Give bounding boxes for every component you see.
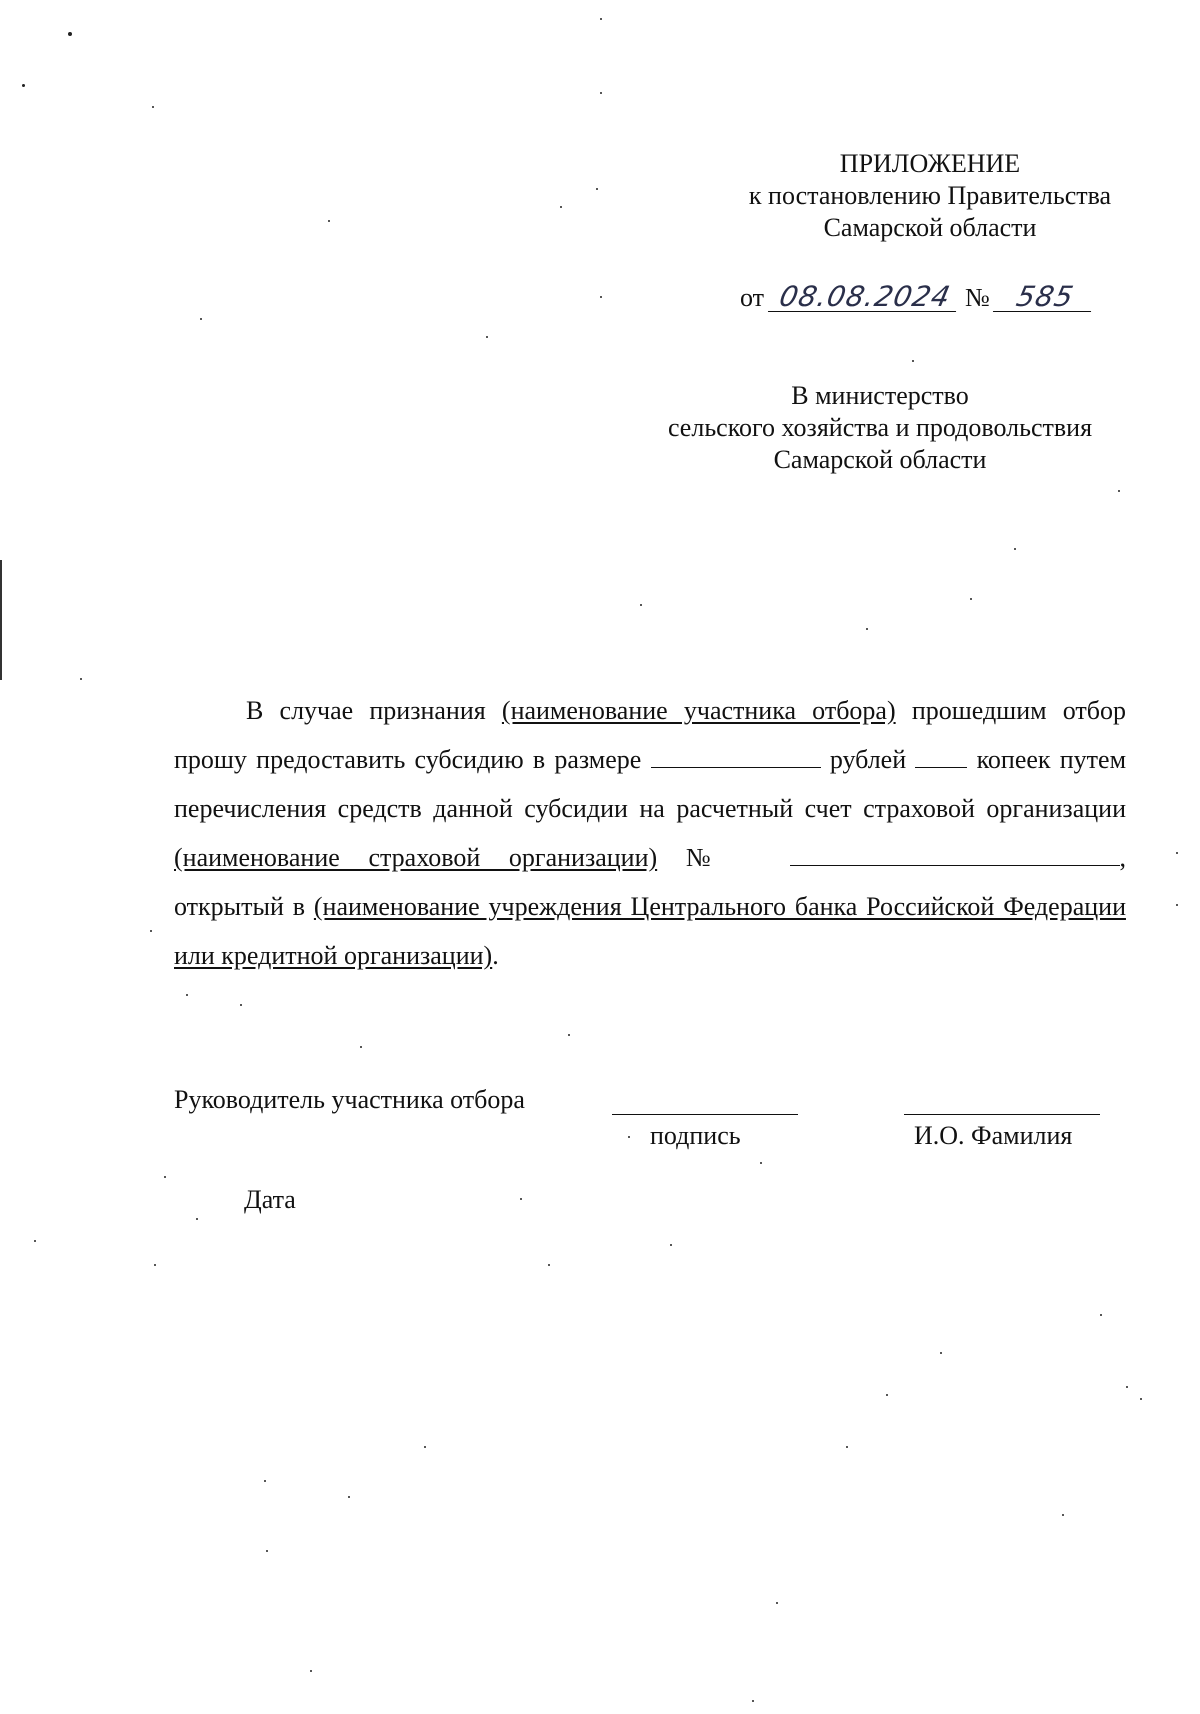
order-number-sign: № [965, 283, 990, 312]
scan-speck [328, 220, 330, 222]
scan-speck [150, 930, 152, 932]
scan-speck [776, 1602, 778, 1604]
recipient-block [640, 380, 1120, 476]
scan-speck [164, 1176, 166, 1178]
body-text-7: . [492, 941, 499, 970]
scan-speck [80, 678, 82, 680]
body-text-4: копеек путем перечисления средств данной субсидии на расчетный счет страховой организации [174, 745, 1127, 823]
scan-speck [886, 1394, 888, 1396]
scan-speck [1014, 548, 1016, 550]
scan-speck [1140, 1398, 1142, 1400]
subsidy-rubles-blank [651, 766, 821, 768]
scan-speck [866, 628, 868, 630]
scan-speck [1176, 904, 1178, 906]
signature-caption: подпись [650, 1121, 741, 1150]
scan-speck [266, 1550, 268, 1552]
scan-speck [360, 1046, 362, 1048]
bank-name-placeholder: (наименование учреждения Центрального банка Российской Федерации или кредитной организации) [174, 892, 1126, 970]
appendix-subtitle: к постановлению Правительства [748, 181, 1112, 210]
scan-speck [752, 1700, 754, 1702]
scan-speck [1176, 852, 1178, 854]
scan-speck [670, 1244, 672, 1246]
body-text-1: В случае признания [246, 696, 486, 725]
scan-speck [486, 336, 488, 338]
scan-speck [310, 1670, 312, 1672]
recipient-line-1: В министерство [791, 381, 969, 410]
scan-speck [154, 1264, 156, 1266]
scan-speck [1062, 1514, 1064, 1516]
name-line [904, 1114, 1100, 1115]
recipient-line-3: Самарской области [773, 445, 987, 474]
body-text-6: , открытый в [174, 843, 1127, 921]
order-date-prefix: от [740, 283, 765, 312]
scan-speck [846, 1446, 848, 1448]
scan-speck [760, 1162, 762, 1164]
scan-speck [600, 92, 602, 94]
participant-name-placeholder: (наименование участника отбора) [501, 696, 896, 725]
scan-speck [240, 1004, 242, 1006]
scan-speck [628, 1136, 630, 1138]
scan-speck [200, 318, 202, 320]
account-number-blank [790, 864, 1120, 866]
scan-speck [520, 1198, 522, 1200]
insurer-name-placeholder: (наименование страховой организации) [174, 843, 658, 872]
scan-speck [1100, 1314, 1102, 1316]
recipient-line-2: сельского хозяйства и продовольствия [667, 413, 1093, 442]
scan-speck [940, 1352, 942, 1354]
scan-speck [152, 106, 154, 108]
scan-speck [640, 604, 642, 606]
appendix-header [700, 148, 1160, 244]
scan-speck [970, 598, 972, 600]
scan-speck [548, 1264, 550, 1266]
subsidy-kopecks-blank [915, 766, 967, 768]
order-number-handwritten: 585 [993, 283, 1097, 312]
scan-speck [560, 206, 562, 208]
scan-edge-mark [0, 560, 2, 680]
body-text-3: рублей [829, 745, 907, 774]
scan-speck [34, 1240, 36, 1242]
scan-speck [264, 1480, 266, 1482]
scan-speck [186, 994, 188, 996]
scan-speck [568, 1034, 570, 1036]
scan-speck [68, 32, 72, 36]
scan-speck [1126, 1386, 1128, 1388]
signature-line [612, 1114, 798, 1115]
body-text-5: № [685, 843, 733, 872]
scan-speck [348, 1496, 350, 1498]
order-date-handwritten: 08.08.2024 [767, 283, 961, 312]
scan-speck [1118, 490, 1120, 492]
body-text-2: прошедшим отбор прошу предоставить субсидию в размере [174, 696, 1126, 774]
scan-speck [600, 296, 602, 298]
scan-speck [600, 18, 602, 20]
name-caption: И.О. Фамилия [914, 1121, 1073, 1150]
scan-speck [424, 1446, 426, 1448]
order-reference [740, 282, 1094, 314]
date-label: Дата [244, 1185, 296, 1214]
appendix-title: ПРИЛОЖЕНИЕ [839, 149, 1021, 178]
scan-speck [196, 1218, 198, 1220]
scan-speck [912, 360, 914, 362]
appendix-region: Самарской области [823, 213, 1037, 242]
scan-speck [596, 188, 598, 190]
scan-speck [22, 84, 25, 87]
application-paragraph [174, 686, 1126, 980]
signatory-label: Руководитель участника отбора [174, 1085, 525, 1114]
